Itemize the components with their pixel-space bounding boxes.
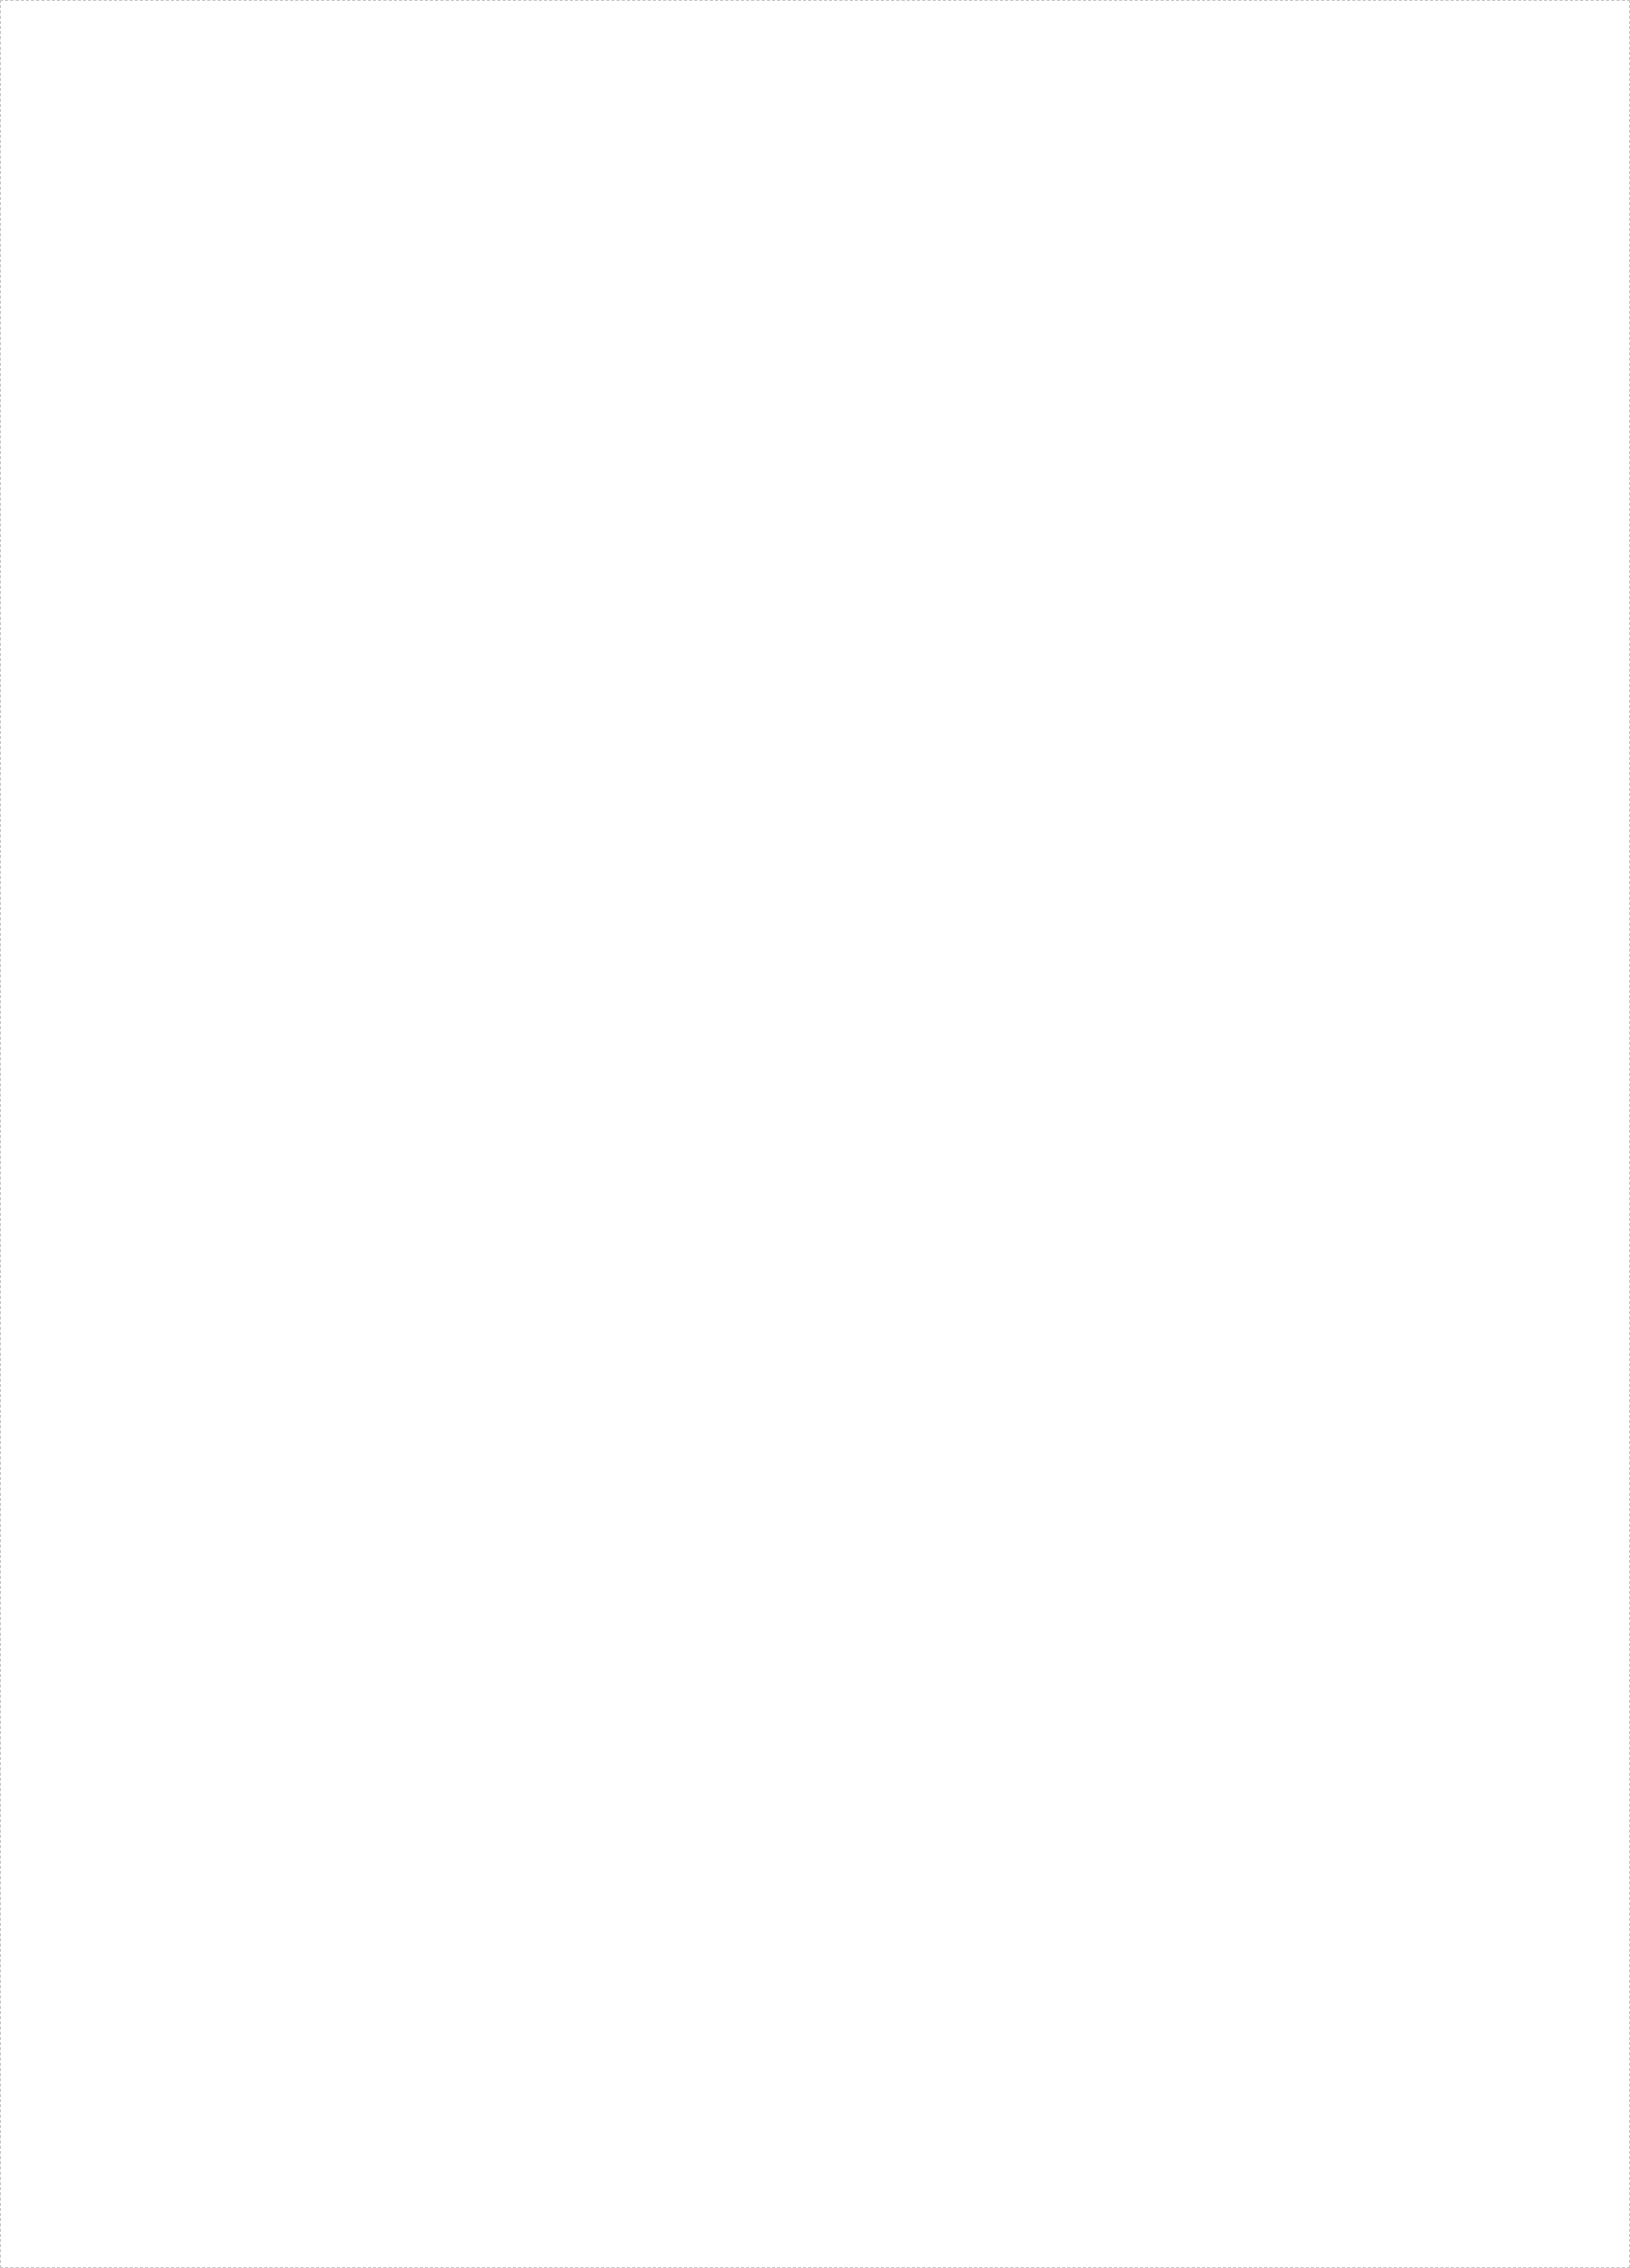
- page-heading: [13, 13, 1617, 34]
